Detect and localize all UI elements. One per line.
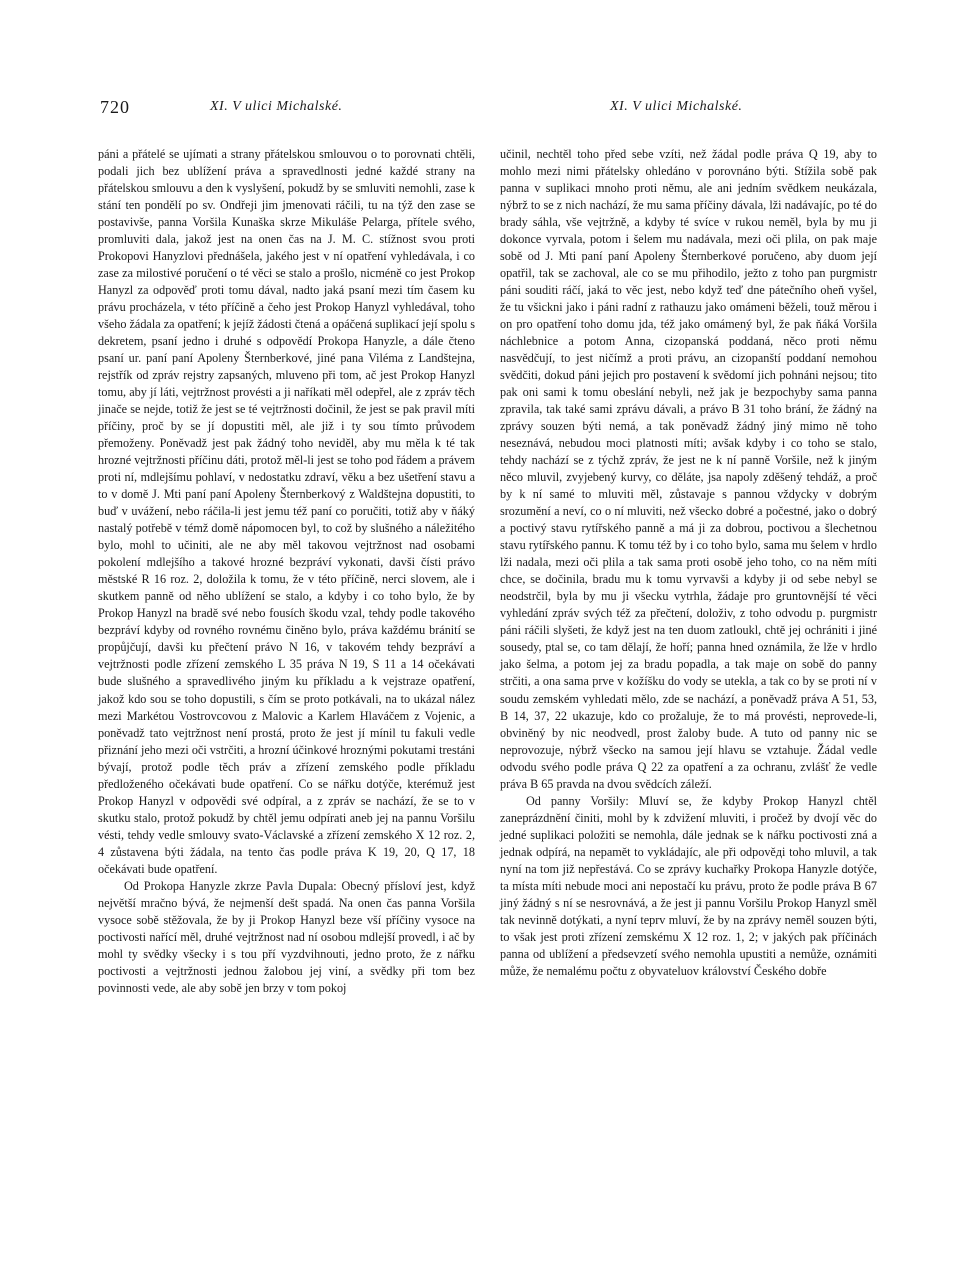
page-header — [100, 97, 875, 121]
left-column-paragraph: Od Prokopa Hanyzle zkrze Pavla Dupala: Obecný přísloví jest, když největší mračno bývá, že nejmenší dešt spadá. Na onen čas panna Voršila vysoce sobě stěžovala, že by ji Prokop Hanyzl beze vší příčiny vysoce na poctivosti nařící měl, druhé vejtržnost nad ní osobou mdlejší provedl, i ač by mohl ty svědky všecky i s tou pří vyzdvihnouti, jedno proto, že z nářku poctivosti a vejtržnosti jednou žalobou jej viní, a svědky při tom bez povinnosti vede, ale aby sobě jen brzy v tom pokoj — [98, 878, 475, 995]
page-number: 720 — [100, 97, 130, 117]
running-head-left: XI. V ulici Michalské. — [210, 99, 343, 114]
left-column — [98, 146, 475, 997]
running-head-right: XI. V ulici Michalské. — [610, 99, 743, 114]
left-column-paragraph: páni a přátelé se ujímati a strany přátelskou smlouvou o to porovnati chtěli, podali jich bez ublížení práva a spravedlnosti jedné každé strany na přátelskou smlouvu a den k vyslyšení, pokudž by se smluviti nemohli, zase k stání ten pondělí po sv. Ondřeji jim jmenovati ráčili, tu na týž den zase se postavivše, panna Voršila Kunaška skrze Mikuláše Pelarga, přítele svého, promluviti dala, jakož jest na onen čas na J. M. C. stížnost svou proti Prokopovi Hanyzlovi přednášela, jakého jest v ní opatření vyhledávala, i co zase za milostivé poručení o té věci se stalo a prošlo, nicméně co jest Prokop Hanyzl za odpověď proti tomu dával, nadto jaká psaní mezi tím časem ku právu procházela, v této příčině a čeho jest Prokop Hanyzl vyhledával, toho všeho žádala za opatření; k jejíž žádosti čtená a opáčená suplikací její spolu s dekretem, psaní jedno i druhé s odpovědí Prokopa Hanyzle, a dále čteno psaní ur. paní paní Apoleny Šternberkové, jiné pana Viléma z Landštejna, rejstřík od zpráv rejstry zapsaných, mluveno při tom, ač jest Prokop Hanyzl tomu, aby jí láti, vejtržnost provésti a ji naříkati měl odepřel, ale z zpráv těch jinače se nejde, totiž že jest se té vejtržnosti dočinil, že jest se pak pravil míti příčiny, proč by se jí dopustiti měl, ale již i ty sou tímto průvodem přemoženy. Poněvadž jest pak žádný toho neviděl, aby mu měla k té tak hrozné vejtržnosti příčinu dáti, protož měl-li jest se toho pod řádem a právem proti ní, mdlejšímu pohlaví, v nedostatku zdraví, věku a bez ušetření stavu a to v domě J. Mti paní paní Apoleny Šternberkový z Waldštejna dopustiti, to buď v uvážení, nebo ráčila-li jest jemu též paní co poručiti, totiž aby v ňáký nastalý potřebě v témž domě nápomocen byl, to což by slušného a náležitého bylo, mohl to učiniti, ale ne aby měl takovou vejtržnost nad osobami pokolení mdlejšího a takové hrozné bezpráví vykonati, davši čísti právo městské R 16 roz. 2, doložila k tomu, že v této příčině, nerci slovem, ale i skutkem panně od něho ublížení se stalo, a kdyby i co toho bylo, že by Prokop Hanyzl na bradě své nebo fousích škodu vzal, tehdy podle takového bezpráví kdyby od rovného rovnému činěno bylo, práva každému bránití se propůjčují, davši ku přečtení právo N 16, v takovém tehdy bezpráví a vejtržnosti podle zřízení zemského L 35 práva N 19, S 11 a 14 očekávati bude slušného a spravedlivého jiným ku příkladu a k vejstraze opatření, jakož kdo sou se toho dopustili, s čím se proto potkávali, na to ukázal nález mezi Markétou Vostrovcovou z Malovic a Karlem Hlaváčem z Vojenic, a poněvadž tato vejtržnost není prostá, proto že jest jí mínil tu fakuli vedle přiznání jeho mezi oči vstrčiti, a hrozní účinkové hroznými pokutami trestáni bývají, protož podle těch práv a zřízení zemského podle příkladu předloženého očekávati bude opatření. Co se nářku dotýče, kterémuž jest Prokop Hanyzl v odpovědi své odpíral, a z zpráv se nachází, že se to v skutku stalo, protož pokudž by chtěl jemu odpírati aneb jej na pannu Voršilu vésti, tehdy vedle smlouvy svato-Václavské a zřízení zemského X 12 roz. 2, 4 zůstavena býti žádala, na tento čas podle práva K 19, 20, Q 17, 18 očekávati bude opatření. — [98, 147, 475, 876]
right-column-paragraph: Od panny Voršily: Mluví se, že kdyby Prokop Hanyzl chtěl zaneprázdnění činiti, mohl by k zdvižení mluviti, i pročež by dvojí věc do jedné suplikaci položiti se nemohla, dále jednak se k nářku poctivosti zná a jednak odpírá, na nepamět to vykládajíc, ale při odpověді toho mluvil, a tak nyní na tom již nepřestává. Co se zprávy kuchařky Prokopa Hanyzle dotýče, ta místa míti nebude moci ani nepostačí ku právu, proto že podle práva B 67 jiný žádný s ní se nesrovnává, a že jest ji pannu Voršilu Prokop Hanyzl směl tak nevinně dotýkati, a nyní teprv mluví, že by na zprávy neměl souzen býti, to však jest proti zřízení zemskému X 12 roz. 1, 2; v jakých pak příčinách panna od ublížení a předsevzetí svého nemohla upustiti a nemůže, oznámiti může, že nemalému počtu z obyvateluov království Českého dobře — [500, 793, 877, 978]
right-column — [500, 146, 877, 980]
right-column-paragraph: učinil, nechtěl toho před sebe vzíti, než žádal podle práva Q 19, aby to mohlo mezi nimi přátelsky ohledáno v porovnáno býti. Stížila sobě pak panna v suplikaci mnoho proti němu, ale ani jedním svědkem neukázala, nýbrž to se z nich nachází, že mu sama příčiny dávala, lži nadávajíc, po té do brady sáhla, vše vejtržně, a kdyby té svíce v rukou neměl, byla by mu ji dokonce vyrvala, potom i šelem mu nadávala, mezi oči plila, on pak maje sobě od J. Mti paní paní Apoleny Šternberkové poručeno, aby duom její opatřil, tak se zachoval, ale co se mu přihodilo, ježto z toho pan purgmistr páni souditi ráčí, jaká to věc jest, nebo když teď dne pátečního oheň vyšel, že tu všickni jako i páni radní z rathauzu jako omámeni běželi, touž měrou i on pro opatření toho domu jda, též jako omámený byl, že pak ňáká Voršila náchlebnice a potom Anna, cizopanská poddaná, něco proti němu nasvědčují, to jest ničímž a proti právu, an cizopanští poddaní nemohou svědčiti, dokud páni jejich pro postavení k svědomí jich pohnáni nejsou; tito pak oni sami k tomu obeslání nebyli, než jak je bezpochyby sama panna zpravila, tak také sami zprávu dávali, a právo B 31 toho brání, že žádný na zprávy souzen býti nemá, a tak poněvadž žádný jiný mimo ně toho neseznává, nebudou moci platnosti míti; avšak kdyby i co toho se stalo, tehdy nachází se z týchž zpráv, že jest ne k ní panně Voršile, než k jiným něco mluvil, zvyjebený kurvy, co děláte, jsa napoly zděšený tehdáž, a proč by k ní samé to mluviti měl, zůstavaje s pannou vždycky v dobrým srozumění a neví, co o ní mluviti, než všecko dobré a počestné, jako o dobrý a poctivý stavu rytířského panně a má ji za dobrou, poctivou a šlechetnou stavu rytířského pannu. K tomu též by i co toho bylo, sama mu šelem v hrdlo lži nadala, mezi oči plila a tak sama proti osobě jeho toho, co na něm míti chce, se dočinila, bradu mu k tomu vyrvavši a kdyby ji od sebe nebyl se neodstrčil, byla by mu ji všecku vytrhla, žádaje pro gruntovnější té věci vyhledání zpráv svých též za přečtení, doloživ, z toho odvodu p. purgmistr páni ráčili slyšeti, že když jest na ten duom zatloukl, chtě jej ochrániti i jiné sousedy, ptal se, co tam dělají, že hoří; panna hned oznámila, že lže v hrdlo jako šelma, a potom jej za bradu popadla, a tak maje on sobě do panny strčiti, a ona sama prve v kožíšku do vody se utekla, a tak co by se proti ní v soudu zemském vyhledati mělo, zde se nachází, a poněvadž práva A 51, 53, B 14, 37, 22 ukazuje, kdo co prožaluje, že to má provésti, neprovede-li, obviněný by nic neodvedl, prost žaloby bude. A tuto od panny nic se neprovozuje, nýbrž všecko na samou její hlavu se vztahuje. Žádal vedle odvodu svého podle práva Q 22 za opatření a za ochranu, zvlášť že vedle práva B 65 pravda na dvou svědcích záleží. — [500, 147, 877, 791]
